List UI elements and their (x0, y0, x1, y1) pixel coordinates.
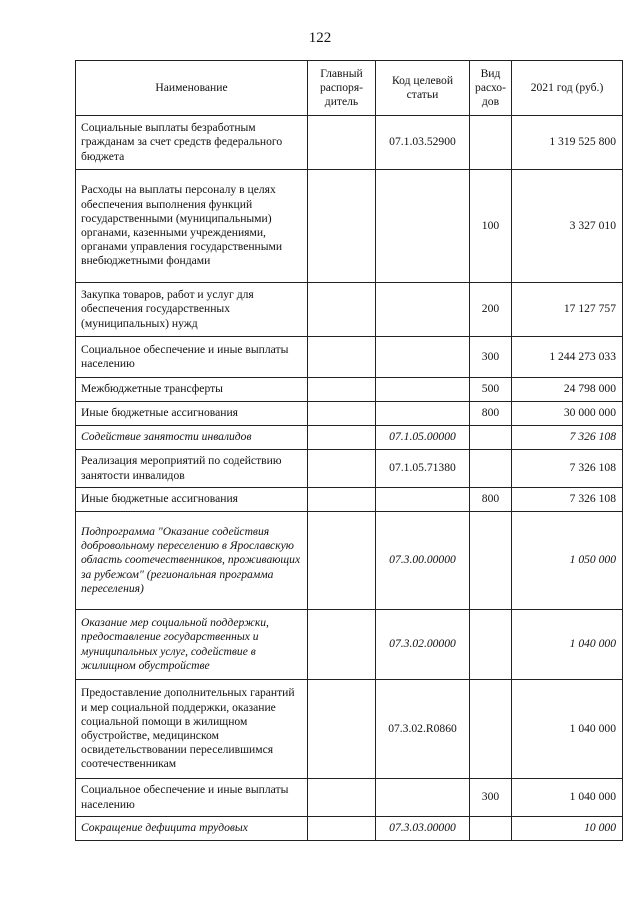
table-row (76, 402, 623, 426)
cell-amount: 1 040 000 (512, 779, 623, 817)
cell-code (376, 402, 470, 426)
cell-kind: 100 (470, 170, 512, 283)
cell-name: Закупка товаров, работ и услуг для обеспечения государственных (муниципальных) нужд (76, 283, 308, 337)
table-row (76, 488, 623, 512)
cell-admin (308, 170, 376, 283)
cell-amount: 7 326 108 (512, 488, 623, 512)
cell-kind (470, 680, 512, 779)
cell-admin (308, 512, 376, 610)
col-header-amount: 2021 год (руб.) (512, 61, 623, 116)
cell-code (376, 779, 470, 817)
cell-name: Социальные выплаты безработным гражданам за счет средств федерального бюджета (76, 116, 308, 170)
cell-name: Содействие занятости инвалидов (76, 426, 308, 450)
cell-amount: 1 040 000 (512, 680, 623, 779)
cell-amount: 1 244 273 033 (512, 337, 623, 378)
cell-kind (470, 817, 512, 841)
cell-code: 07.3.03.00000 (376, 817, 470, 841)
cell-kind: 800 (470, 402, 512, 426)
cell-code (376, 488, 470, 512)
cell-kind (470, 512, 512, 610)
cell-code: 07.1.05.71380 (376, 450, 470, 488)
table-row (76, 680, 623, 779)
page-number: 122 (308, 30, 332, 46)
cell-name: Предоставление дополнительных гарантий и мер социальной поддержки, оказание социальной помощи в жилищном обустройстве, медицинском освидетельствовании переселившимся соотечественникам (76, 680, 308, 779)
cell-amount: 7 326 108 (512, 426, 623, 450)
cell-name: Подпрограмма "Оказание содействия добровольному переселению в Ярославскую область соотечественников, проживающих за рубежом" (региональная программа переселения) (76, 512, 308, 610)
cell-admin (308, 450, 376, 488)
cell-admin (308, 283, 376, 337)
cell-kind: 300 (470, 779, 512, 817)
cell-amount: 3 327 010 (512, 170, 623, 283)
cell-code (376, 283, 470, 337)
cell-admin (308, 337, 376, 378)
table-row (76, 512, 623, 610)
cell-kind: 300 (470, 337, 512, 378)
cell-admin (308, 378, 376, 402)
cell-kind (470, 450, 512, 488)
cell-name: Иные бюджетные ассигнования (76, 402, 308, 426)
cell-amount: 24 798 000 (512, 378, 623, 402)
cell-name: Сокращение дефицита трудовых (76, 817, 308, 841)
col-header-kind: Вид расхо-дов (470, 61, 512, 116)
cell-amount: 1 040 000 (512, 610, 623, 680)
cell-amount: 17 127 757 (512, 283, 623, 337)
cell-code: 07.1.05.00000 (376, 426, 470, 450)
table-row (76, 817, 623, 841)
budget-table (75, 60, 623, 841)
cell-admin (308, 426, 376, 450)
col-header-code: Код целевой статьи (376, 61, 470, 116)
cell-code (376, 337, 470, 378)
cell-admin (308, 610, 376, 680)
table-row (76, 116, 623, 170)
cell-kind: 500 (470, 378, 512, 402)
cell-admin (308, 402, 376, 426)
cell-amount: 7 326 108 (512, 450, 623, 488)
cell-amount: 10 000 (512, 817, 623, 841)
cell-admin (308, 817, 376, 841)
cell-kind (470, 426, 512, 450)
table-row (76, 283, 623, 337)
cell-admin (308, 680, 376, 779)
cell-admin (308, 779, 376, 817)
cell-amount: 1 319 525 800 (512, 116, 623, 170)
cell-name: Социальное обеспечение и иные выплаты населению (76, 337, 308, 378)
table-header-row (76, 61, 623, 116)
cell-code: 07.3.02.R0860 (376, 680, 470, 779)
cell-code: 07.3.00.00000 (376, 512, 470, 610)
cell-code: 07.3.02.00000 (376, 610, 470, 680)
cell-admin (308, 116, 376, 170)
cell-name: Иные бюджетные ассигнования (76, 488, 308, 512)
table-row (76, 450, 623, 488)
cell-kind: 200 (470, 283, 512, 337)
cell-code (376, 170, 470, 283)
col-header-name: Наименование (76, 61, 308, 116)
cell-code: 07.1.03.52900 (376, 116, 470, 170)
table-row (76, 337, 623, 378)
cell-name: Межбюджетные трансферты (76, 378, 308, 402)
col-header-admin: Главный распоря-дитель (308, 61, 376, 116)
cell-amount: 1 050 000 (512, 512, 623, 610)
table-row (76, 610, 623, 680)
cell-name: Оказание мер социальной поддержки, предоставление государственных и муниципальных услуг, содействие в жилищном обустройстве (76, 610, 308, 680)
cell-kind (470, 116, 512, 170)
cell-name: Реализация мероприятий по содействию занятости инвалидов (76, 450, 308, 488)
cell-name: Расходы на выплаты персоналу в целях обеспечения выполнения функций государственными (муниципальными) органами, казенными учреждениями, органами управления государственными внебюджетными фондами (76, 170, 308, 283)
cell-kind: 800 (470, 488, 512, 512)
cell-name: Социальное обеспечение и иные выплаты населению (76, 779, 308, 817)
table-row (76, 378, 623, 402)
table-row (76, 426, 623, 450)
cell-amount: 30 000 000 (512, 402, 623, 426)
cell-kind (470, 610, 512, 680)
table-row (76, 170, 623, 283)
cell-code (376, 378, 470, 402)
cell-admin (308, 488, 376, 512)
table-row (76, 779, 623, 817)
